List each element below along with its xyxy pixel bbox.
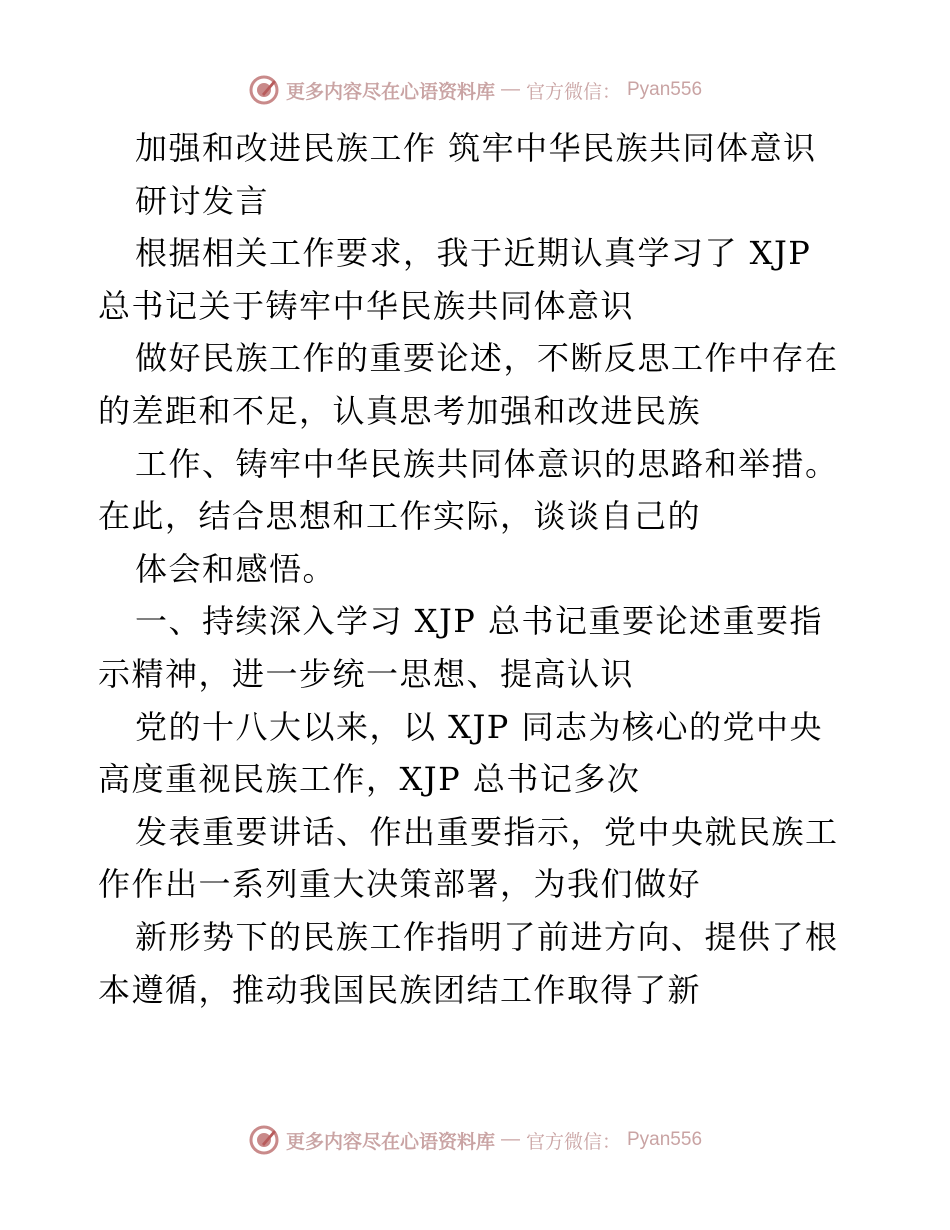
watermark-separator: —	[500, 79, 520, 100]
text-line: 在此，结合思想和工作实际，谈谈自己的	[98, 497, 702, 536]
header-watermark	[0, 70, 950, 110]
text-line: 总书记关于铸牢中华民族共同体意识	[98, 286, 635, 325]
text-line: 做好民族工作的重要论述，不断反思工作中存在	[135, 339, 839, 378]
text-line: 高度重视民族工作，XJP 总书记多次	[98, 760, 641, 799]
text-line: 发表重要讲话、作出重要指示，党中央就民族工	[135, 812, 839, 851]
text-line: 党的十八大以来，以 XJP 同志为核心的党中央	[135, 707, 823, 746]
watermark-brand: 更多内容尽在心语资料库	[285, 80, 495, 103]
watermark-separator: —	[500, 1129, 520, 1150]
pen-logo-icon	[248, 74, 280, 106]
text-line: 加强和改进民族工作 筑牢中华民族共同体意识	[135, 129, 817, 167]
text-line: 工作、铸牢中华民族共同体意识的思路和举措。	[135, 444, 839, 483]
text-line: 本遵循，推动我国民族团结工作取得了新	[98, 970, 702, 1009]
text-line: 体会和感悟。	[135, 549, 337, 588]
text-line: 研讨发言	[135, 181, 270, 220]
pen-logo-icon	[248, 1124, 280, 1156]
footer-watermark	[0, 1120, 950, 1160]
text-line: 新形势下的民族工作指明了前进方向、提供了根	[135, 917, 839, 956]
watermark-wechat-id: Pyan556	[627, 1129, 703, 1150]
watermark-official-label: 官方微信：	[525, 1130, 621, 1153]
document-body	[98, 122, 858, 1016]
watermark-wechat-id: Pyan556	[627, 79, 703, 100]
watermark-official-label: 官方微信：	[525, 80, 621, 103]
text-line: 示精神，进一步统一思想、提高认识	[98, 654, 635, 693]
watermark-brand: 更多内容尽在心语资料库	[285, 1130, 495, 1153]
text-line: 的差距和不足，认真思考加强和改进民族	[98, 391, 702, 430]
text-line: 作作出一系列重大决策部署，为我们做好	[98, 865, 702, 904]
text-line: 一、持续深入学习 XJP 总书记重要论述重要指	[135, 602, 823, 641]
text-line: 根据相关工作要求，我于近期认真学习了 XJP	[135, 234, 812, 273]
